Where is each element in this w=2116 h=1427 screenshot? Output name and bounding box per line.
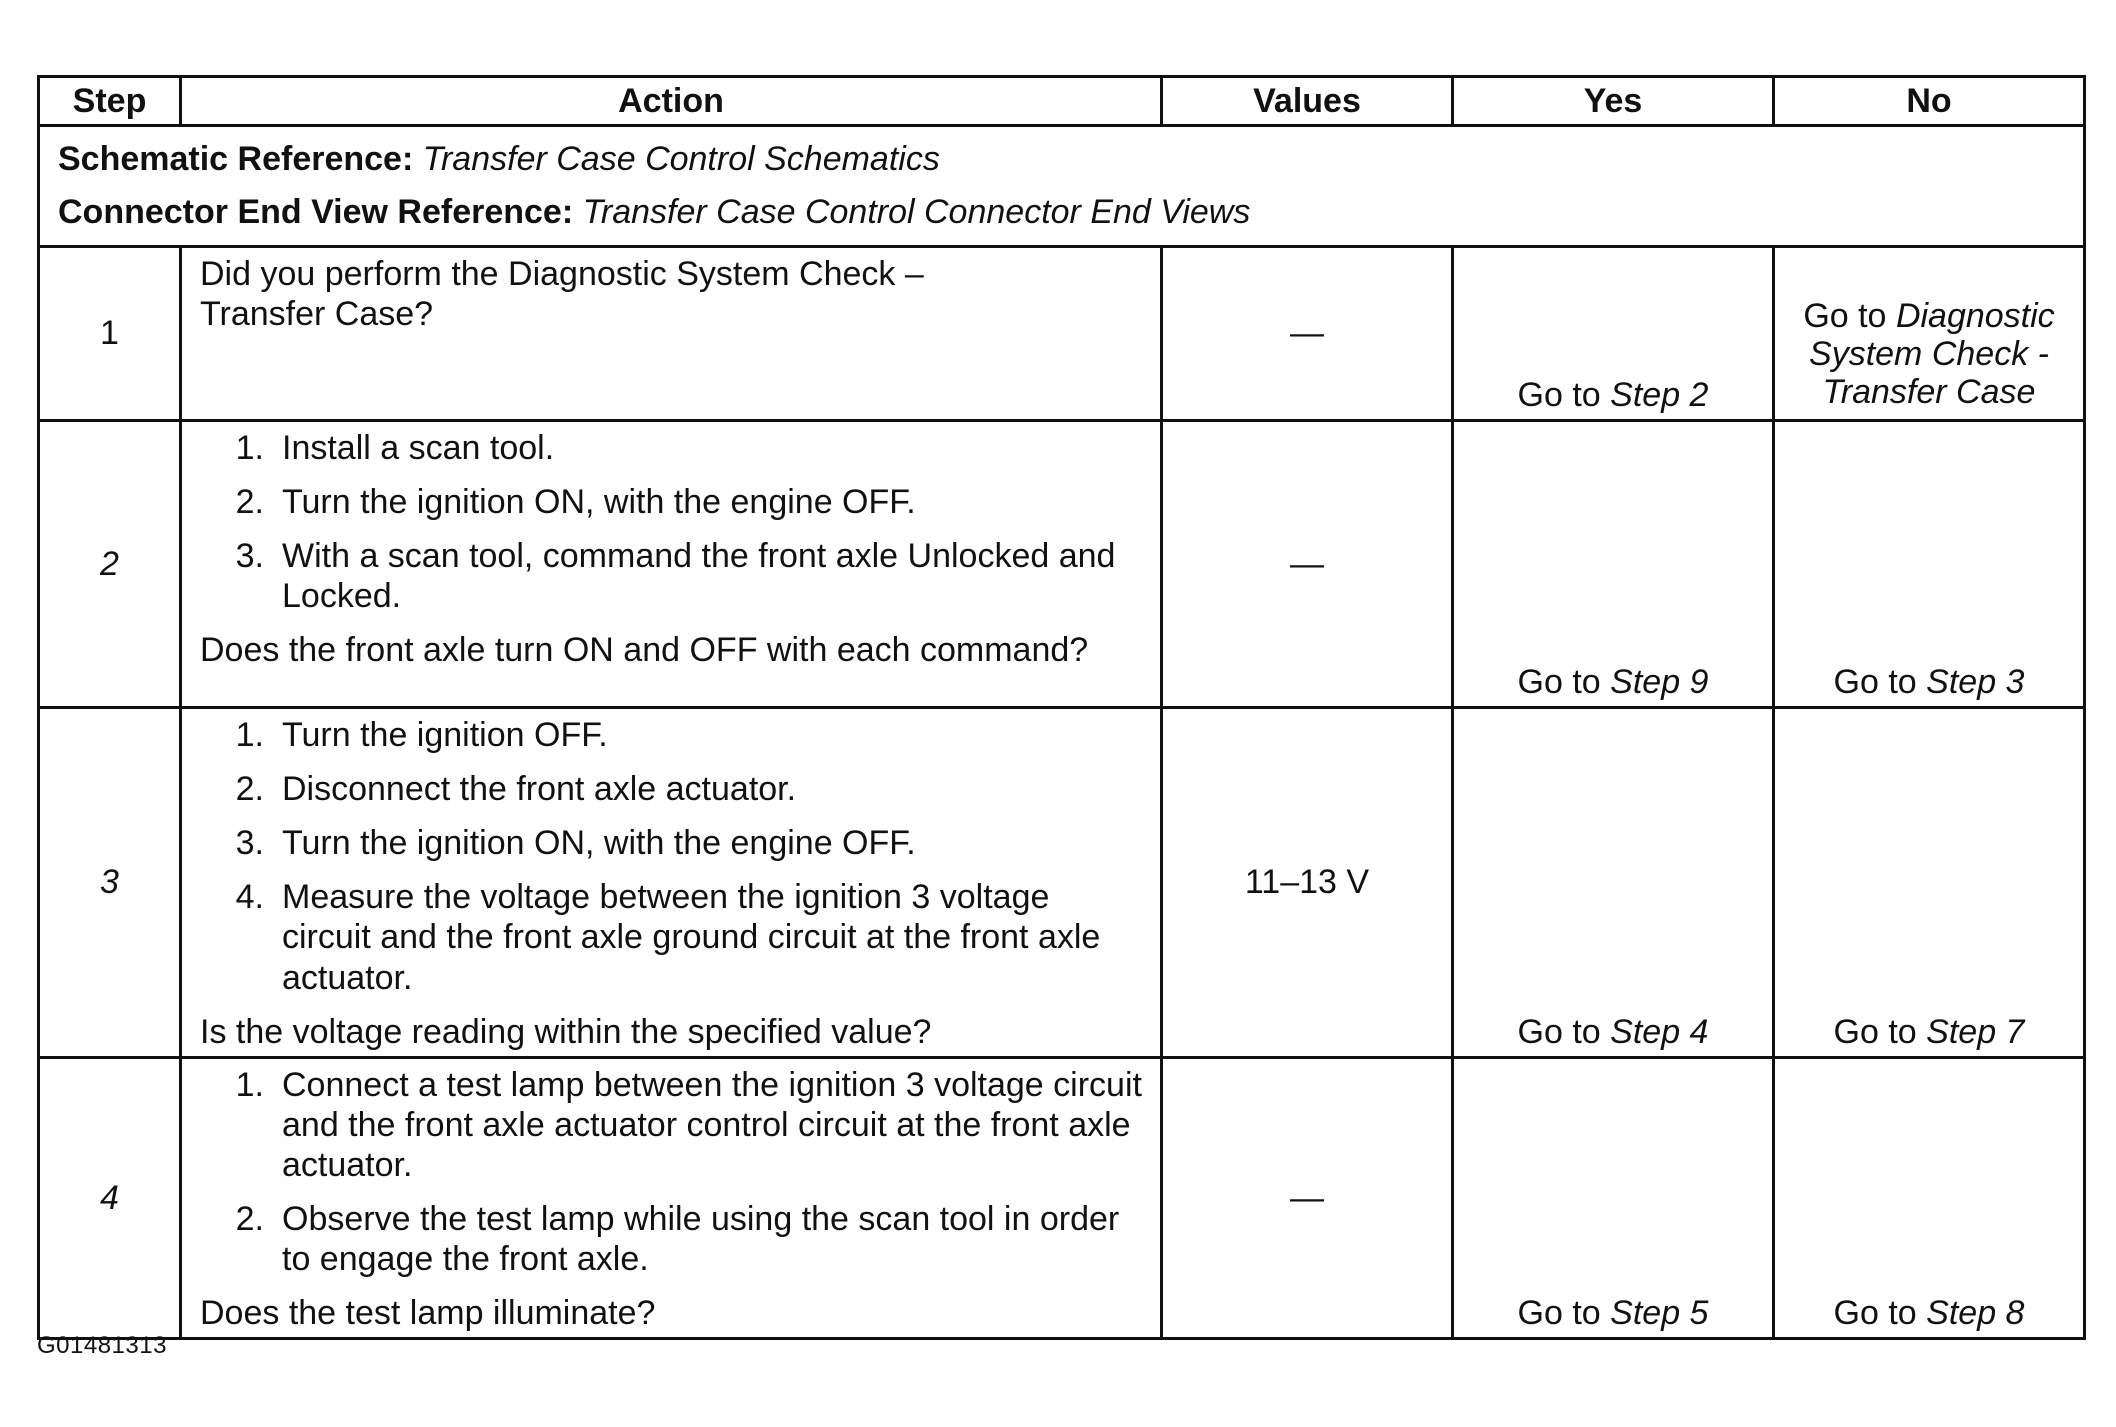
step-number: 3 xyxy=(39,708,181,1058)
yes-goto-link[interactable]: Step 4 xyxy=(1610,1012,1709,1051)
no-goto-block xyxy=(1776,297,2082,415)
action-steps xyxy=(200,1065,1142,1280)
no-cell xyxy=(1774,1057,2085,1339)
no-goto-link[interactable]: Step 7 xyxy=(1926,1012,2025,1051)
no-goto-label: Go to xyxy=(1833,1294,1917,1333)
no-cell xyxy=(1774,708,2085,1058)
yes-cell xyxy=(1453,421,1774,708)
value-cell: — xyxy=(1162,247,1453,421)
reference-cell xyxy=(39,126,2085,247)
diagnostic-table xyxy=(37,75,2086,1340)
value-cell: — xyxy=(1162,1057,1453,1339)
schematic-reference-link[interactable]: Transfer Case Control Schematics xyxy=(422,140,940,178)
no-goto-link[interactable]: Diagnostic System Check - Transfer Case xyxy=(1809,296,2055,411)
connector-reference-label: Connector End View Reference: xyxy=(58,193,574,231)
step-number: 4 xyxy=(39,1057,181,1339)
action-step: 1. Install a scan tool. xyxy=(235,429,555,467)
yes-goto-link[interactable]: Step 2 xyxy=(1610,375,1709,414)
table-row xyxy=(39,247,2085,421)
action-question: Is the voltage reading within the specified value? xyxy=(200,1012,932,1051)
header-row xyxy=(39,77,2085,126)
yes-goto-label: Go to xyxy=(1517,1294,1601,1333)
yes-goto-link[interactable]: Step 9 xyxy=(1610,662,1709,701)
table-row xyxy=(39,421,2085,708)
yes-goto-label: Go to xyxy=(1517,662,1601,701)
connector-reference-link[interactable]: Transfer Case Control Connector End Views xyxy=(582,193,1251,231)
step-number: 1 xyxy=(39,247,181,421)
action-cell xyxy=(181,708,1162,1058)
action-step: 3. Turn the ignition ON, with the engine OFF. xyxy=(235,824,916,863)
reference-row xyxy=(39,126,2085,247)
action-step: 1. Connect a test lamp between the ignition 3 voltage circuit and the front axle actuator control circuit at the front axle actuator. xyxy=(235,1065,1142,1184)
no-goto-link[interactable]: Step 8 xyxy=(1926,1294,2025,1333)
no-goto-label: Go to xyxy=(1833,1012,1917,1051)
action-steps xyxy=(200,715,1142,998)
action-cell xyxy=(181,1057,1162,1339)
action-question: Does the test lamp illuminate? xyxy=(200,1294,656,1333)
value-cell: 11–13 V xyxy=(1162,708,1453,1058)
schematic-reference-label: Schematic Reference: xyxy=(58,140,414,178)
schematic-reference xyxy=(58,133,2065,186)
action-steps xyxy=(200,428,1142,616)
yes-cell xyxy=(1453,708,1774,1058)
header-yes: Yes xyxy=(1453,77,1774,126)
action-step: 4. Measure the voltage between the ignition 3 voltage circuit and the front axle ground circuit at the front axle actuator. xyxy=(235,878,1101,997)
no-cell xyxy=(1774,421,2085,708)
no-goto-label: Go to xyxy=(1803,296,1887,335)
yes-goto-label: Go to xyxy=(1517,1012,1601,1051)
yes-goto-link[interactable]: Step 5 xyxy=(1610,1294,1709,1333)
connector-reference xyxy=(58,186,2065,239)
table-row xyxy=(39,708,2085,1058)
action-cell xyxy=(181,421,1162,708)
yes-goto-label: Go to xyxy=(1517,375,1601,414)
action-question: Does the front axle turn ON and OFF with each command? xyxy=(200,631,1089,670)
action-step: 1. Turn the ignition OFF. xyxy=(235,716,608,754)
yes-cell xyxy=(1453,1057,1774,1339)
no-goto-link[interactable]: Step 3 xyxy=(1926,662,2025,701)
no-cell xyxy=(1774,247,2085,421)
no-goto-label: Go to xyxy=(1833,662,1917,701)
header-step: Step xyxy=(39,77,181,126)
yes-cell xyxy=(1453,247,1774,421)
header-values: Values xyxy=(1162,77,1453,126)
header-no: No xyxy=(1774,77,2085,126)
figure-id: G01481313 xyxy=(37,1332,167,1359)
step-number: 2 xyxy=(39,421,181,708)
action-step: 2. Disconnect the front axle actuator. xyxy=(235,770,797,809)
action-step: 2. Observe the test lamp while using the scan tool in order to engage the front axle. xyxy=(235,1200,1120,1279)
value-cell: — xyxy=(1162,421,1453,708)
table-row xyxy=(39,1057,2085,1339)
header-action: Action xyxy=(181,77,1162,126)
action-cell xyxy=(181,247,1162,421)
action-step: 2. Turn the ignition ON, with the engine OFF. xyxy=(235,483,916,522)
action-question: Did you perform the Diagnostic System Check – Transfer Case? xyxy=(200,255,924,334)
action-step: 3. With a scan tool, command the front axle Unlocked and Locked. xyxy=(235,537,1116,616)
